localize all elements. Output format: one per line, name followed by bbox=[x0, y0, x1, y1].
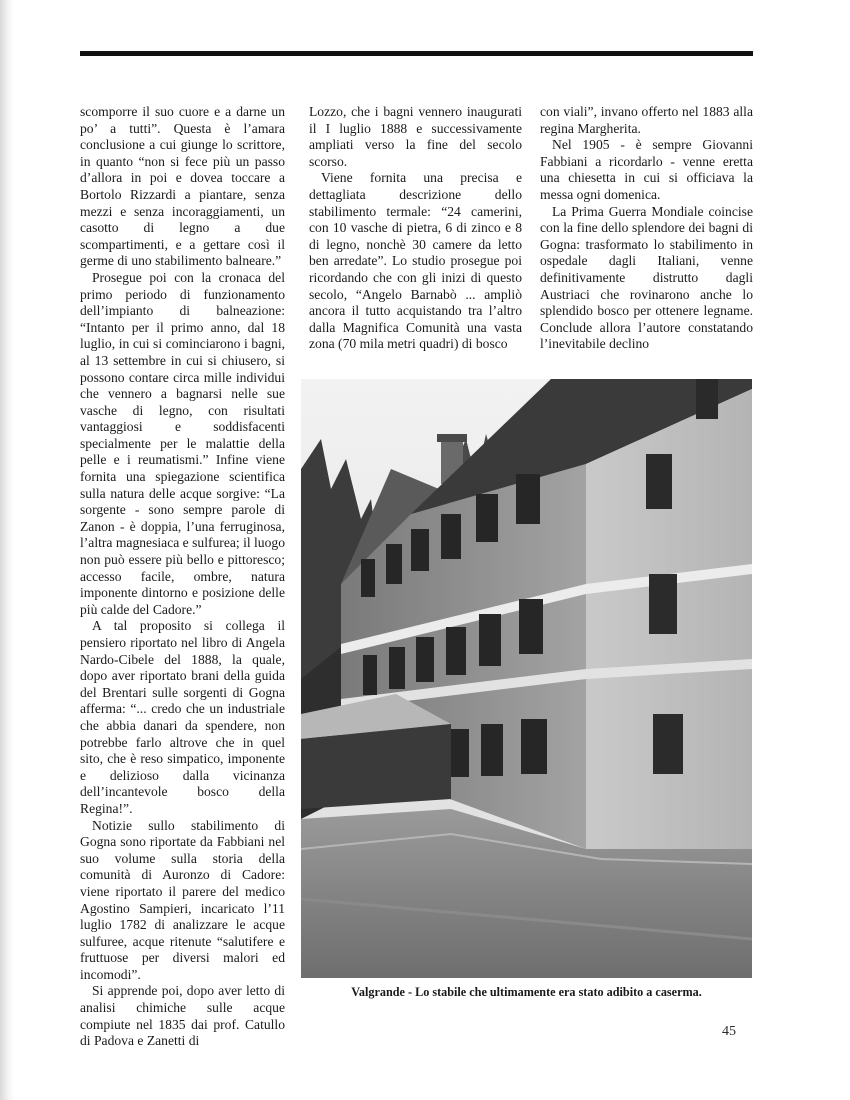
page-edge-shadow bbox=[0, 0, 14, 1100]
header-rule bbox=[80, 51, 753, 56]
photo-caption: Valgrande - Lo stabile che ultimamente era stato adibito a caserma. bbox=[351, 985, 702, 999]
page-number: 45 bbox=[722, 1024, 736, 1039]
paragraph: Nel 1905 - è sempre Giovanni Fabbiani a ricordarlo - venne eretta una chiesetta in cui si officiava la messa ogni domenica. bbox=[540, 137, 753, 202]
paragraph: con viali”, invano offerto nel 1883 alla regina Margherita. bbox=[540, 104, 753, 136]
paragraph: Si apprende poi, dopo aver letto di analisi chimiche sulle acque compiute nel 1835 dai prof. Catullo di Padova e Zanetti di bbox=[80, 983, 285, 1049]
text-column-1 bbox=[80, 104, 285, 1050]
paragraph: Prosegue poi con la cronaca del primo periodo di funzionamento dell’impianto di balneazione: “Intanto per il primo anno, dal 18 luglio, in cui si cominciarono i bagni, al 13 settembre in cui si chiusero, si possono contare circa mille individui che vennero a bagnarsi nelle sue vasche di legno, con risultati vantaggiosi e soddisfacenti specialmente per le malattie della pelle e i reumatismi.” Infine viene fornita una spiegazione scientifica sulla natura delle acque sorgive: “La sorgente - sono sempre parole di Zanon - è doppia, l’una ferruginosa, l’altra magnesiaca e sulfurea; il luogo non può essere più bello e pittoresco; accesso facile, ombre, natura imponente dintorno e posizione delle più calde del Cadore.” bbox=[80, 269, 285, 617]
paragraph: Notizie sullo stabilimento di Gogna sono riportate da Fabbiani nel suo volume sulla storia della comunità di Auronzo di Cadore: viene riportato il parere del medico Agostino Sampieri, incaricato l’11 luglio 1782 di analizzare le acque sulfuree, acque ritenute “salutifere e fruttuose per diversi malori ed incomodi”. bbox=[80, 817, 285, 982]
paragraph: A tal proposito si collega il pensiero riportato nel libro di Angela Nardo-Cibele del 1888, la quale, dopo aver riportato brani della guida del Brentari sulle sorgenti di Gogna afferma: “... credo che un industriale che abbia danari da spendere, non potrebbe farlo altrove che in quel sito, che è reso simpatico, imponente e delizioso dalla vicinanza dell’incantevole bosco della Regina!”. bbox=[80, 618, 285, 816]
building-photo bbox=[301, 379, 752, 978]
text-column-2 bbox=[309, 104, 522, 353]
text-column-3 bbox=[540, 104, 753, 353]
paragraph: Lozzo, che i bagni vennero inaugurati il I luglio 1888 e successivamente ampliati verso la fine del secolo scorso. bbox=[309, 104, 522, 169]
paragraph: scomporre il suo cuore e a darne un po’ a tutti”. Questa è l’amara conclusione a cui giunge lo scrittore, in quanto “non si fece più un passo d’allora in poi e dovea toccare a Bortolo Rizzardi a piantare, senza mezzi e senza incoraggiamenti, un casotto di legno a due scompartimenti, e a gettare così il germe di uno stabilimento balneare.” bbox=[80, 104, 285, 269]
paragraph: Viene fornita una precisa e dettagliata descrizione dello stabilimento termale: “24 camerini, con 10 vasche di pietra, 6 di zinco e 8 di legno, nonchè 30 camere da letto ben arredate”. Lo studio prosegue poi ricordando che con gli inizi di questo secolo, “Angelo Barnabò ... ampliò ancora il tutto acquistando tra l’altro dalla Magnifica Comunità una vasta zona (70 mila metri quadri) di bosco bbox=[309, 170, 522, 352]
paragraph: La Prima Guerra Mondiale coincise con la fine dello splendore dei bagni di Gogna: trasformato lo stabilimento in ospedale dagli Italiani, venne definitivamente distrutto dagli Austriaci che rovinarono anche lo splendido bosco per ottenere legname. Conclude allora l’autore constatando l’inevitabile declino bbox=[540, 203, 753, 352]
